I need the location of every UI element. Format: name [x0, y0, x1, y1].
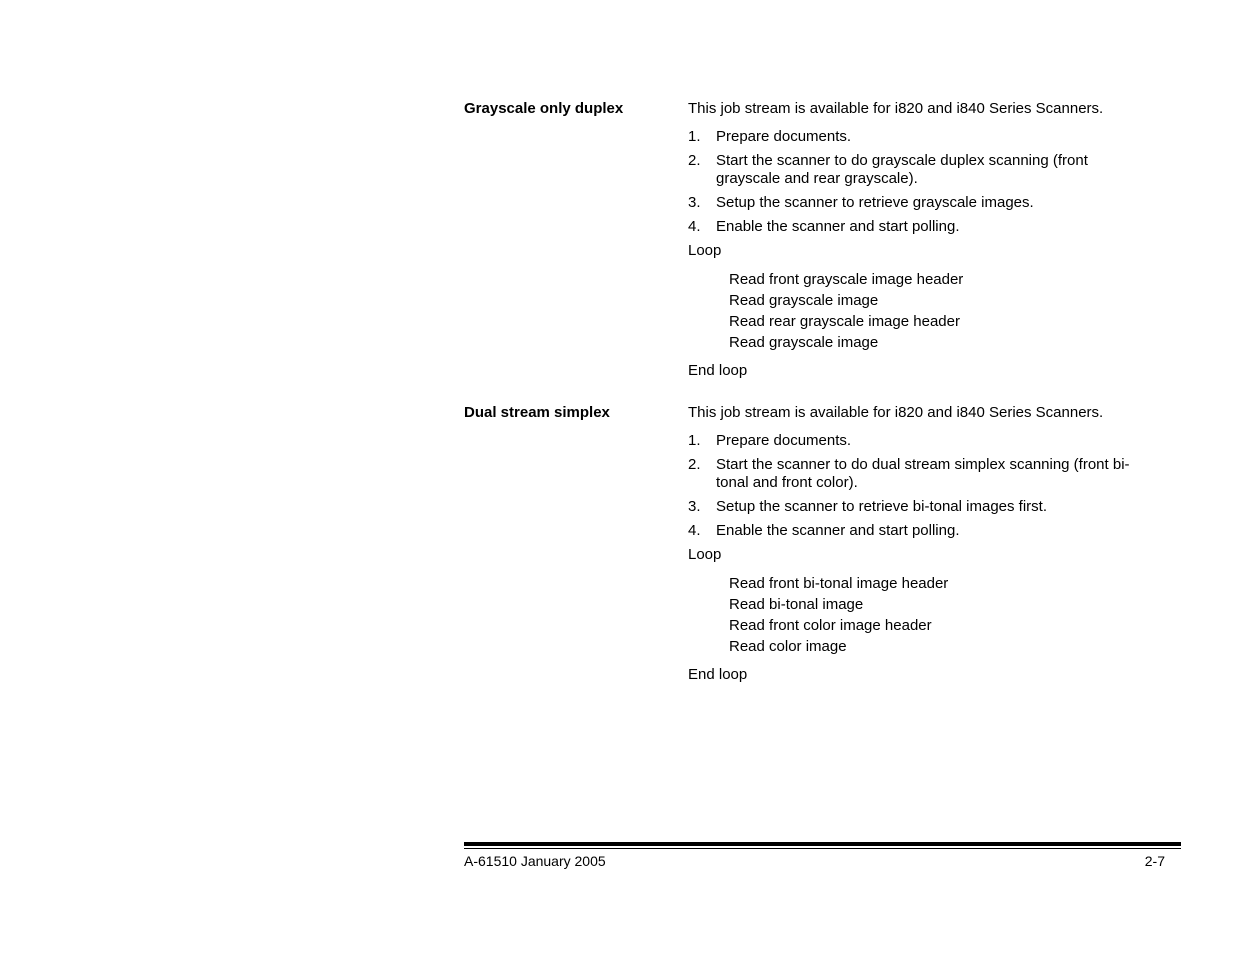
- loop-item: Read front color image header: [729, 617, 932, 634]
- step-item: [688, 456, 1138, 492]
- step-text: Start the scanner to do grayscale duplex scanning (front grayscale and rear grayscale).: [716, 152, 1088, 187]
- loop-body: [729, 573, 1138, 657]
- step-number: 4.: [688, 218, 701, 235]
- step-number: 2.: [688, 152, 701, 169]
- step-item: [688, 152, 1138, 188]
- loop-item: Read grayscale image: [729, 334, 879, 351]
- step-number: 1.: [688, 128, 701, 145]
- loop-item: Read front bi-tonal image header: [729, 575, 949, 592]
- footer-page-number: 2-7: [1144, 853, 1165, 869]
- end-loop-label: End loop: [688, 362, 748, 379]
- step-number: 4.: [688, 522, 701, 539]
- step-item: [688, 218, 1138, 236]
- section-body: [688, 100, 1138, 380]
- step-text: Prepare documents.: [716, 128, 852, 145]
- step-number: 2.: [688, 456, 701, 473]
- loop-item: Read front grayscale image header: [729, 271, 964, 288]
- step-item: [688, 194, 1138, 212]
- step-text: Enable the scanner and start polling.: [716, 522, 960, 539]
- step-item: [688, 432, 1138, 450]
- section-intro: This job stream is available for i820 and i840 Series Scanners.: [688, 404, 1104, 421]
- step-number: 3.: [688, 194, 701, 211]
- loop-label: Loop: [688, 242, 722, 259]
- footer-divider-thin: [464, 848, 1181, 849]
- loop-item: Read bi-tonal image: [729, 596, 864, 613]
- loop-body: [729, 269, 1138, 353]
- steps-list: [688, 128, 1138, 236]
- section-body: [688, 404, 1138, 684]
- loop-item: Read color image: [729, 638, 847, 655]
- step-text: Setup the scanner to retrieve bi-tonal images first.: [716, 498, 1047, 515]
- loop-item: Read rear grayscale image header: [729, 313, 960, 330]
- footer-doc-id: A-61510 January 2005: [464, 853, 606, 869]
- section-intro: This job stream is available for i820 and i840 Series Scanners.: [688, 100, 1104, 117]
- step-number: 3.: [688, 498, 701, 515]
- step-text: Enable the scanner and start polling.: [716, 218, 960, 235]
- section-title: Dual stream simplex: [464, 404, 610, 421]
- step-item: [688, 498, 1138, 516]
- section-title: Grayscale only duplex: [464, 100, 624, 117]
- loop-item: Read grayscale image: [729, 292, 879, 309]
- step-item: [688, 128, 1138, 146]
- end-loop-label: End loop: [688, 666, 748, 683]
- step-text: Start the scanner to do dual stream simplex scanning (front bi-tonal and front color).: [716, 456, 1130, 491]
- steps-list: [688, 432, 1138, 540]
- step-item: [688, 522, 1138, 540]
- step-text: Setup the scanner to retrieve grayscale images.: [716, 194, 1034, 211]
- step-number: 1.: [688, 432, 701, 449]
- loop-label: Loop: [688, 546, 722, 563]
- step-text: Prepare documents.: [716, 432, 852, 449]
- footer-divider-thick: [464, 842, 1181, 846]
